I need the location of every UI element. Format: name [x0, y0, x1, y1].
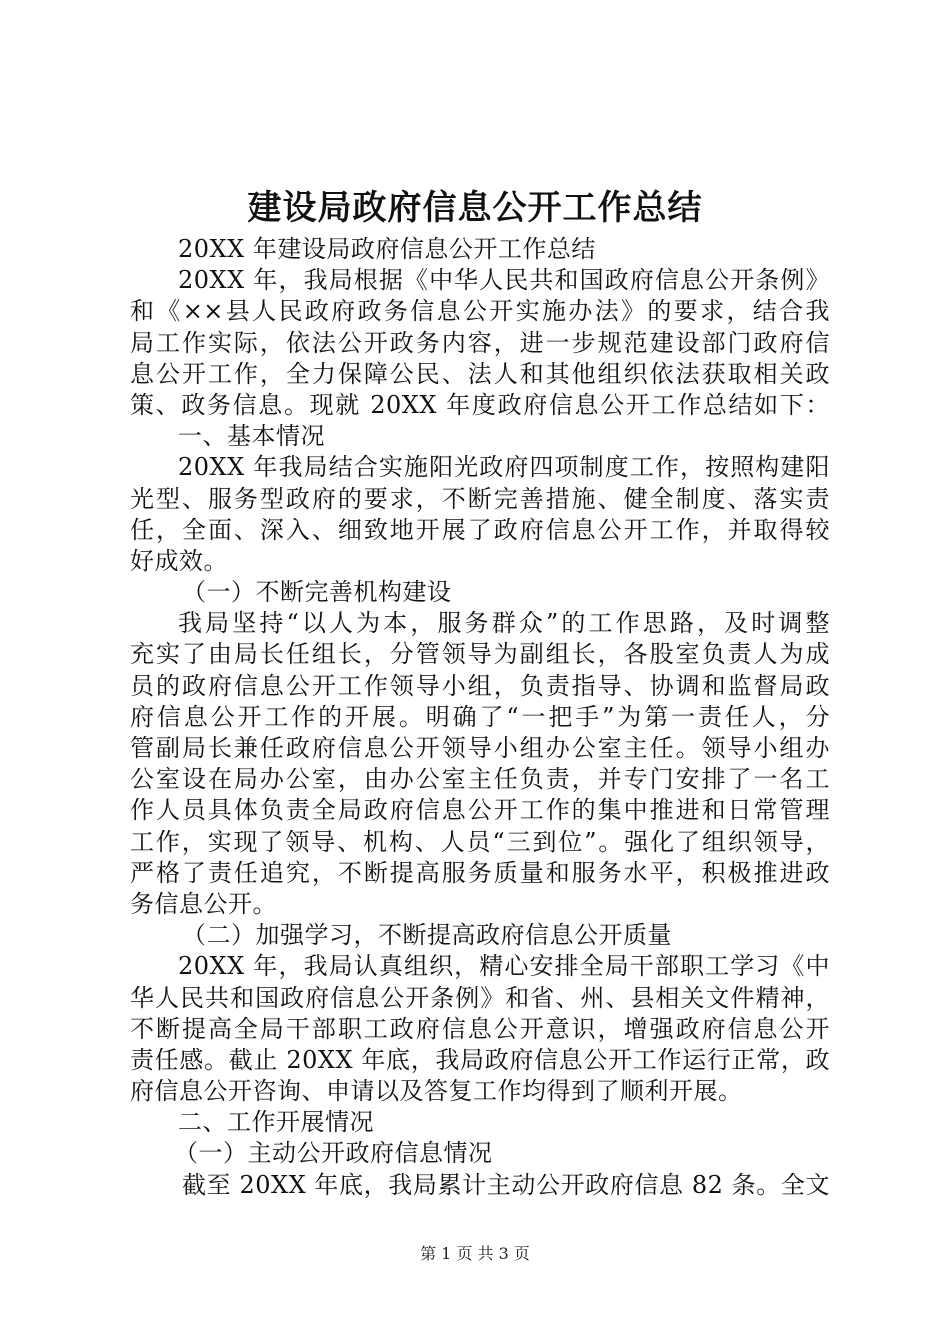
subsection-heading: （一）主动公开政府信息情况: [174, 1139, 493, 1168]
text-line: 责任感。截止 20XX 年底，我局政府信息公开工作运行正常，政: [130, 1045, 830, 1074]
text-line: 作人员具体负责全局政府信息公开工作的集中推进和日常管理: [130, 796, 830, 825]
text-line: 员的政府信息公开工作领导小组，负责指导、协调和监督局政: [130, 671, 830, 700]
text-line: 府信息公开咨询、申请以及答复工作均得到了顺利开展。: [130, 1077, 743, 1106]
text-line: 我局坚持“以人为本，服务群众”的工作思路，及时调整: [178, 609, 830, 638]
text-line: 20XX 年我局结合实施阳光政府四项制度工作，按照构建阳: [178, 453, 830, 482]
text-line: 20XX 年，我局认真组织，精心安排全局干部职工学习《中: [178, 952, 830, 981]
document-body: [130, 234, 830, 1201]
text-line: 公室设在局办公室，由办公室主任负责，并专门安排了一名工: [130, 765, 830, 794]
text-line: 管副局长兼任政府信息公开领导小组办公室主任。领导小组办: [130, 734, 830, 762]
text-line: 不断提高全局干部职工政府信息公开意识，增强政府信息公开: [130, 1014, 830, 1043]
section-heading: 一、基本情况: [178, 422, 325, 451]
text-line: 和《××县人民政府政务信息公开实施办法》的要求，结合我: [130, 297, 830, 326]
text-line: 光型、服务型政府的要求，不断完善措施、健全制度、落实责: [130, 484, 830, 513]
text-line: 工作，实现了领导、机构、人员“三到位”。强化了组织领导，: [130, 827, 830, 856]
text-line: 务信息公开。: [130, 889, 277, 918]
text-line: 任，全面、深入、细致地开展了政府信息公开工作，并取得较: [130, 515, 830, 544]
subsection-heading: （一）不断完善机构建设: [182, 578, 452, 607]
section-heading: 二、工作开展情况: [178, 1108, 374, 1137]
text-line: 20XX 年，我局根据《中华人民共和国政府信息公开条例》: [178, 266, 830, 295]
text-line: 策、政务信息。现就 20XX 年度政府信息公开工作总结如下：: [130, 390, 830, 419]
document-title: 建设局政府信息公开工作总结: [247, 188, 703, 228]
text-line: 局工作实际，依法公开政务内容，进一步规范建设部门政府信: [130, 328, 830, 357]
text-line: 华人民共和国政府信息公开条例》和省、州、县相关文件精神，: [130, 983, 830, 1012]
text-line: 息公开工作，全力保障公民、法人和其他组织依法获取相关政: [130, 359, 830, 388]
page-footer: 第 1 页 共 3 页: [420, 1244, 530, 1263]
text-line: 充实了由局长任组长，分管领导为副组长，各股室负责人为成: [130, 640, 830, 669]
text-line: 20XX 年建设局政府信息公开工作总结: [178, 235, 596, 263]
text-line: 府信息公开工作的开展。明确了“一把手”为第一责任人，分: [130, 702, 830, 731]
text-line: 好成效。: [130, 546, 228, 575]
subsection-heading: （二）加强学习，不断提高政府信息公开质量: [182, 921, 672, 950]
text-line: 截至 20XX 年底，我局累计主动公开政府信息 82 条。全文: [182, 1170, 830, 1199]
text-line: 严格了责任追究，不断提高服务质量和服务水平，积极推进政: [130, 858, 830, 887]
